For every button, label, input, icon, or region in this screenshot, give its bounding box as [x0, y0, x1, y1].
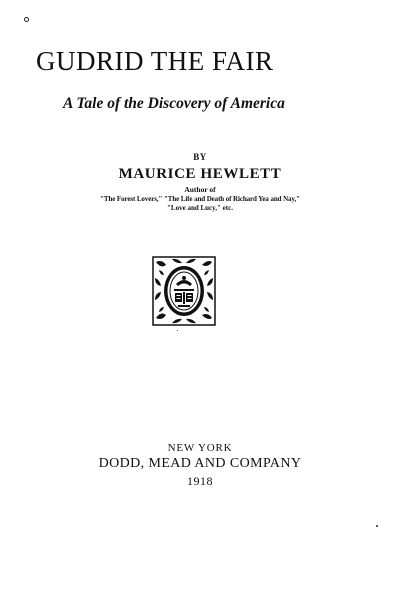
other-works-line-1: "The Forest Lovers," "The Life and Death of Richard Yea and Nay,": [100, 195, 300, 203]
other-works-line-2: "Love and Lucy," etc.: [167, 204, 233, 212]
page-speck: [376, 525, 378, 527]
book-title: GUDRID THE FAIR: [36, 46, 274, 76]
imprint-publisher: DODD, MEAD AND COMPANY: [98, 456, 302, 471]
imprint-year: 1918: [187, 474, 213, 488]
publisher-device-icon: [152, 256, 216, 326]
book-subtitle: A Tale of the Discovery of America: [63, 95, 285, 112]
imprint-city: NEW YORK: [167, 442, 233, 454]
by-label: BY: [193, 152, 207, 162]
page-speck: [177, 330, 178, 331]
author-name: MAURICE HEWLETT: [118, 166, 282, 182]
author-of-label: Author of: [184, 185, 216, 194]
stray-mark: [24, 17, 29, 22]
